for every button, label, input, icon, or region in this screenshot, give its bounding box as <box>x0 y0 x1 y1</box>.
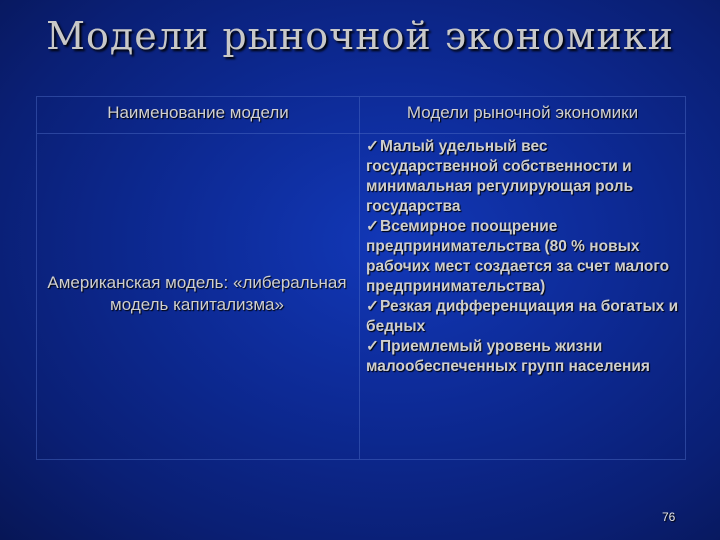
slide-title: Модели рыночной экономики <box>46 14 674 58</box>
feature-item <box>366 297 682 337</box>
feature-text: Малый удельный вес государственной собственности и минимальная регулирующая роль государства <box>366 138 634 215</box>
column-divider <box>359 97 360 459</box>
models-table <box>36 96 686 460</box>
header-market-models: Модели рыночной экономики <box>406 103 639 122</box>
model-features-list <box>366 137 682 377</box>
feature-text: Всемирное поощрение предпринимательства (80 % новых рабочих мест создается за счет малого предпринимательства) <box>366 218 670 295</box>
checkmark-icon: ✓ <box>366 338 379 355</box>
model-name-cell: Американская модель: «либеральная модель капитализма» <box>47 273 347 314</box>
checkmark-icon: ✓ <box>366 218 379 235</box>
feature-text: Приемлемый уровень жизни малообеспеченных групп населения <box>366 338 650 375</box>
feature-item <box>366 337 682 377</box>
checkmark-icon: ✓ <box>366 298 379 315</box>
header-model-name: Наименование модели <box>107 103 289 122</box>
page-number: 76 <box>662 510 676 524</box>
feature-text: Резкая дифференциация на богатых и бедных <box>366 298 679 335</box>
feature-item <box>366 217 682 297</box>
header-divider <box>37 133 685 134</box>
feature-item <box>366 137 682 217</box>
checkmark-icon: ✓ <box>366 138 379 155</box>
